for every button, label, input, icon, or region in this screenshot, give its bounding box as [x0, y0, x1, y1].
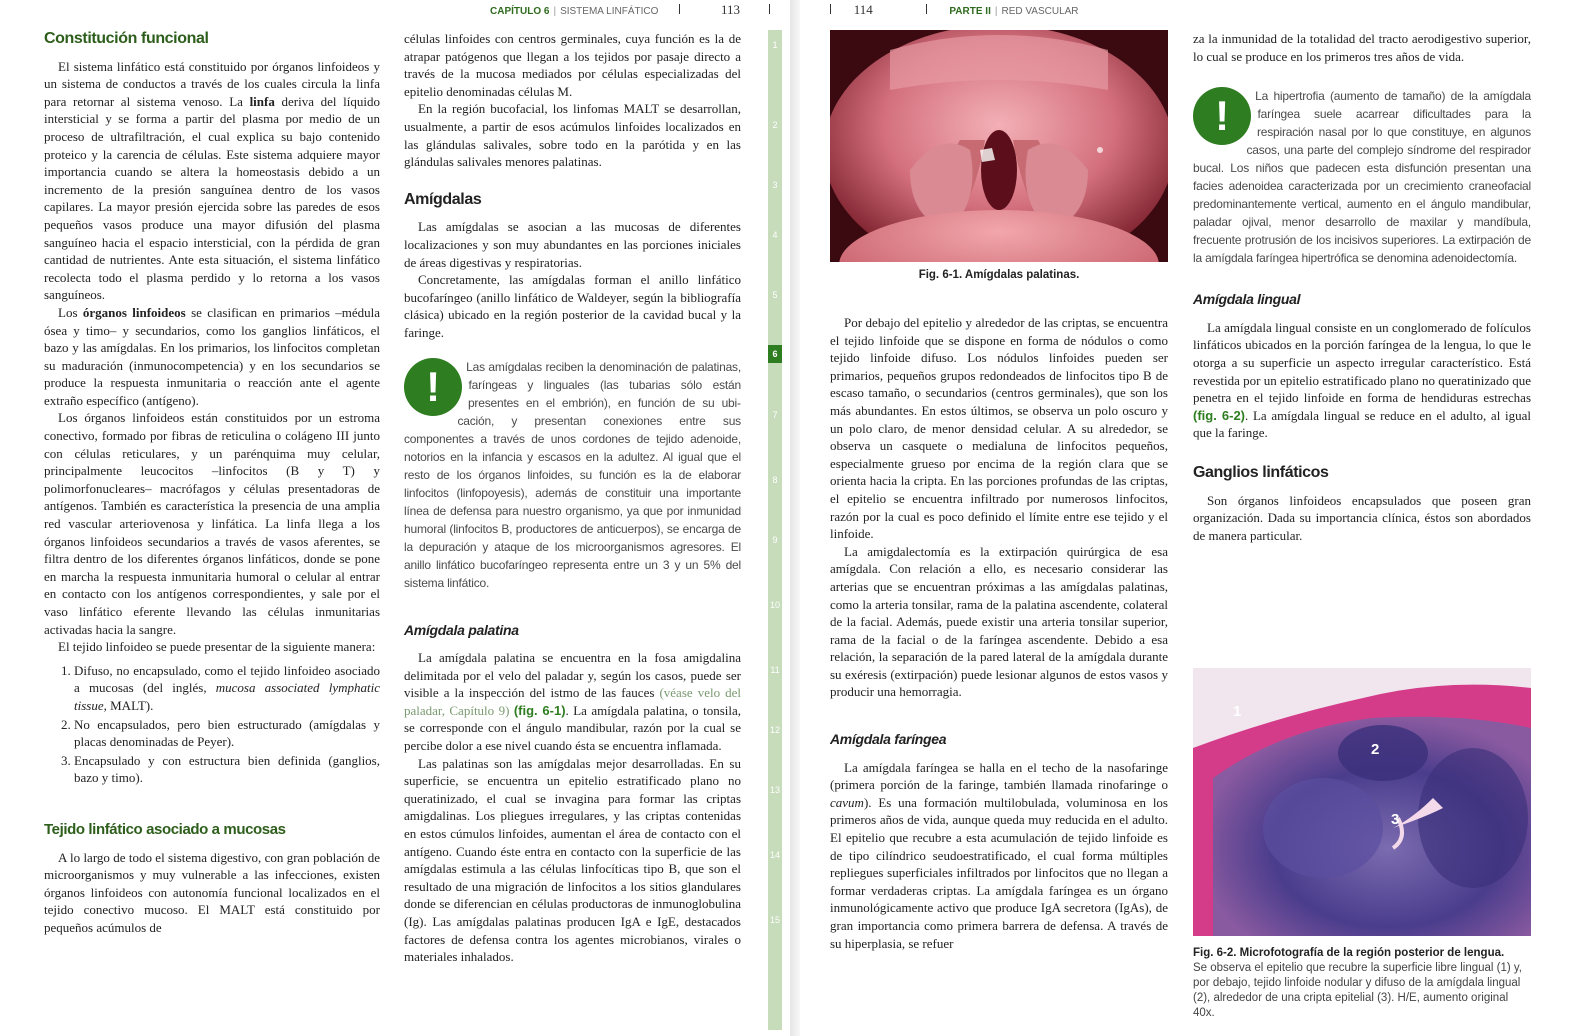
left-column-1	[44, 30, 380, 937]
left-page	[0, 0, 790, 1036]
caption-title: Fig. 6-2. Microfotografía de la región posterior de lengua.	[1193, 947, 1505, 959]
text-run: ). Es una formación multilobulada, voluminosa en los primeros años de vida, aunque queda muy reducida en el adulto. El epitelio que recubre a esta acumulación de tejido linfoide es de tipo cilíndrico seudoestratificado, el cual forma múltiples repliegues superficiales infiltrados por linfocitos que no llegan a formar verdaderas criptas. La amígdala faríngea es un órgano inmunológicamente activo que produce IgA secretora (IgAs), de gran importancia como primera barrera de defensa. A través de su hiperplasia, se refuer	[830, 794, 1168, 951]
exclamation-icon: !	[404, 358, 462, 416]
micrograph-image	[1193, 668, 1531, 936]
callout-note	[404, 358, 741, 592]
part-title: RED VASCULAR	[1001, 6, 1079, 17]
chapter-title: SISTEMA LINFÁTICO	[560, 6, 659, 17]
cross-reference-link[interactable]: (véase velo del paladar, Capítulo 9)	[404, 685, 741, 718]
paragraph	[1193, 319, 1531, 442]
right-page-header: 114 PARTE II | RED VASCULAR	[830, 2, 1079, 18]
paragraph: Por debajo del epitelio y alrededor de las criptas, se encuentra el tejido linfoide que se dispone en forma de nódulos o como tejido linfoide difuso. Los nódulos linfoides pueden ser primarios, pequeños grupos redondeados de linfocitos tipo B de escaso tamaño, o secundarios (centros germinales), que son los más abundantes. En estos últimos, se observa un polo oscuro y un polo claro, de menor densidad celular. A su alrededor, se observa un casquete o medialuna de linfocitos pequeños, especialmente grueso por encima de la región clara que se orienta hacia la cripta. En las porciones profundas de las criptas, el epitelio se encuentra infiltrado por numerosos linfocitos, razón por la cual es poco definido el límite entre ese tejido y el linfoide.	[830, 315, 1168, 542]
text-run: se clasifican en primarios –médula ósea y timo– y secundarios, como los ganglios linfáticos, el bazo y las amígdalas. En los primarios, los linfocitos completan su maduración (inmunocompetencia) y en los secundarios se produce la respuesta inmunitaria o reacción ante el agente extraño específico (antígeno).	[44, 304, 380, 408]
thumb-tab-8[interactable]: 8	[772, 475, 778, 485]
paragraph: El tejido linfoideo se puede presentar de la siguiente manera:	[58, 639, 376, 655]
left-column-2	[404, 30, 741, 966]
list-item	[74, 662, 380, 715]
text-run: El sistema linfático está constituido por órganos linfoideos y un sistema de conductos a través de los cuales circula la linfa para retornar al sistema venoso. La	[44, 58, 380, 109]
paragraph: A lo largo de todo el sistema digestivo, con gran población de microorganismos y muy vulnerable a las infecciones, existen órganos linfoideos con autonomía funcional localizados en el tejido conectivo mucoso. El MALT está constituido por pequeños acúmulos de	[44, 849, 380, 935]
thumb-tab-3[interactable]: 3	[772, 180, 778, 190]
paragraph	[44, 58, 380, 304]
figure-reference-link[interactable]: (fig. 6-2)	[1193, 407, 1246, 423]
caption-title: Fig. 6-1. Amígdalas palatinas.	[918, 269, 1080, 281]
paragraph: Concretamente, las amígdalas forman el anillo linfático bucofaríngeo (anillo linfático de Waldeyer, según la bibliografía clásica) ubicado en la región posterior de la cavidad bucal y la faringe.	[404, 272, 741, 340]
thumb-tab-15[interactable]: 15	[769, 915, 780, 925]
callout-note	[1193, 87, 1531, 267]
paragraph: Las amígdalas se asocian a las mucosas de diferentes localizaciones y son muy abundantes en las porciones iniciales de áreas digestivas y respiratorias.	[404, 219, 741, 270]
section-heading-constitucion: Constitución funcional	[44, 30, 209, 47]
text-run: La amígdala palatina se encuentra en la fosa amigdalina delimitada por el velo del paladar y, según los casos, puede ser visible a la inspección del istmo de las fauces	[404, 650, 741, 701]
text-run: . La amígdala palatina, o tonsila, se corresponde con el ángulo mandibular, razón por la cual se percibe dolor a ese nivel cuando ésta se encuentra inflamada.	[404, 702, 742, 754]
paragraph: Son órganos linfoideos encapsulados que poseen gran organización. Dada su importancia clínica, éstos son abordados de manera particular.	[1193, 492, 1531, 543]
micrograph-label-3: 3	[1391, 811, 1400, 828]
palatine-tonsils-image	[830, 30, 1168, 262]
thumb-tab-4[interactable]: 4	[772, 230, 778, 240]
tissue-types-list	[44, 662, 380, 787]
list-item: 2. No encapsulados, pero bien estructurado (amígdalas y placas denominadas de Peyer).	[74, 716, 380, 751]
paragraph: za la inmunidad de la totalidad del tracto aerodigestivo superior, lo cual se produce en los primeros tres años de vida.	[1193, 31, 1531, 64]
bold-term-linfa: linfa	[249, 93, 275, 109]
text-run: deriva del líquido intersticial y se forma a partir del plasma por medio de un proceso de ultrafiltración, el cual explica su bajo contenido proteico y la carencia de células. Este sistema adquiere mayor importancia cuando se altera la homeostasis debido a un incremento de la presión sanguínea dentro de los vasos capilares. La mayor presión ejercida sobre las paredes de esos pequeños vasos produce una mayor difusión del plasma sanguíneo hacia el espacio intersticial, con la pérdida de gran cantidad de nutrientes. Ante esta situación, el sistema linfático recolecta todo el plasma perdido y lo retorna a los vasos sanguíneos.	[44, 93, 380, 303]
thumb-tab-12[interactable]: 12	[769, 725, 780, 735]
section-heading-malt: Tejido linfático asociado a mucosas	[44, 820, 286, 838]
list-item: 3. Encapsulado y con estructura bien definida (ganglios, bazo y timo).	[74, 752, 380, 787]
chapter-thumb-index	[768, 30, 782, 1030]
thumb-tab-10[interactable]: 10	[769, 600, 780, 610]
section-heading-amigdalas: Amígdalas	[404, 190, 482, 208]
thumb-tab-1[interactable]: 1	[772, 40, 778, 50]
italic-term: mucosa associated lymphatic tissue,	[74, 680, 380, 713]
caption-body: Se observa el epitelio que recubre la superficie libre lingual (1) y, por debajo, tejido linfoide nodular y difuso de la amígdala lingual (2), alrededor de una cripta epitelial (3). H/E, aumento original 40x.	[1193, 962, 1522, 1019]
paragraph: células linfoides con centros germinales, cuya función es la de atrapar patógenos que llegan a los tejidos por pasaje directo a través de la mucosa mediados por células especializadas del epitelio denominadas células M.	[404, 31, 741, 99]
figure-6-1-caption	[830, 268, 1168, 283]
italic-term: cavum	[830, 794, 864, 810]
right-page	[800, 0, 1584, 1036]
thumb-tab-2[interactable]: 2	[772, 120, 778, 130]
subheading-amigdala-palatina: Amígdala palatina	[404, 621, 519, 638]
note-text: La hipertrofia (aumento de tamaño) de la amígdala faríngea suele acarrear dificultades para la respiración nasal por lo que constituye, en algunos casos, una parte del complejo síndrome del respirador bucal. Los niños que padecen esta disfunción presentan una facies adenoidea caracterizada por un crecimiento craneofacial predominantemente vertical, aumento en el ángulo mandibular, paladar ojival, menor desarrollo de maxilar y mandíbula, frecuente protrusión de los incisivos superiores. La extirpación de la amígdala faríngea hipertrófica se denomina adenoidectomía.	[1193, 89, 1531, 266]
right-column-2	[1193, 30, 1531, 544]
paragraph: En la región bucofacial, los linfomas MALT se desarrollan, usualmente, a partir de esos acúmulos linfoides localizados en las glándulas salivales, sobre todo en la parótida y en las glándulas salivales menores palatinas.	[404, 101, 741, 170]
bold-term-organos: órganos linfoideos	[82, 304, 186, 320]
note-text: Las amígdalas reciben la denominación de palatinas, faríngeas y linguales (las tubarias sólo están presentes en el embrión), en función de su ubicación, y presentan conexiones entre sus componentes a través de unos cordones de tejido adenoide, notorios en la infancia y escasos en la adultez. Al igual que el resto de los órganos linfoides, su función es la de elaborar linfocitos (linfopoyesis), además de constituir una importante línea de defensa para nuestro organismo, ya que por inmunidad humoral (linfocitos B, productores de anticuerpos), se encarga de la depuración y ataque de los microorganismos agresores. El anillo linfático bucofaríngeo representa entre un 3 y un 5% del sistema linfático.	[404, 359, 741, 590]
paragraph: Las palatinas son las amígdalas mejor desarrolladas. En su superficie, se encuentra un epitelio estratificado plano no queratinizado, el cual se invagina para formar las criptas amigdalinas. Los pliegues irregulares, y las criptas contenidas en estos cúmulos linfoides, aumentan el área de contacto con el antígeno. Cuando éste entra en contacto con la superficie de las amígdalas estimula a las células linfocíticas tipo B, que son el resultado de una migración de linfocitos a los sitios glandulares donde se diferencian en células productoras de inmunoglobulina (Ig). Las amígdalas palatinas producen IgA e IgE, destacados factores de defensa contra los agentes microbianos, virales o materiales inhalados.	[404, 755, 741, 965]
paragraph	[404, 649, 741, 755]
thumb-tab-9[interactable]: 9	[772, 535, 778, 545]
figure-6-2-caption	[1193, 946, 1531, 1021]
text-run: La amígdala faríngea se halla en el techo de la nasofaringe (primera porción de la faringe, también llamada rinofaringe o	[830, 759, 1168, 793]
text-run: Los	[58, 304, 83, 320]
micrograph-label-1: 1	[1233, 703, 1242, 720]
text-run: La amígdala lingual consiste en un conglomerado de folículos linfáticos ubicados en la porción faríngea de la lengua, lo que le otorga a su superficie un aspecto irregular característico. Está revestida por un epitelio estratificado plano no queratinizado que penetra en el tejido linfoide en forma de hendiduras estrechas	[1193, 319, 1531, 406]
left-page-header: CAPÍTULO 6 | SISTEMA LINFÁTICO 113	[490, 2, 770, 18]
figure-6-2-micrograph	[1193, 668, 1531, 936]
text-run: . La amígdala lingual se reduce en el adulto, al igual que la faringe.	[1193, 407, 1531, 441]
micrograph-label-2: 2	[1371, 741, 1380, 758]
chapter-label: CAPÍTULO 6	[490, 6, 550, 17]
figure-6-1-photo	[830, 30, 1168, 262]
page-gutter	[790, 0, 800, 1036]
subheading-amigdala-lingual: Amígdala lingual	[1193, 291, 1301, 308]
text-run: Difuso, no encapsulado, como el tejido linfoideo asociado a mucosas (del inglés,	[74, 662, 380, 696]
exclamation-icon: !	[1193, 87, 1251, 145]
text-run: MALT).	[106, 697, 154, 713]
figure-reference-link[interactable]: (fig. 6-1)	[513, 702, 566, 718]
paragraph: Los órganos linfoideos están constituidos por un estroma conectivo, formado por fibras de reticulina o colágeno III junto con células reticulares, y un parénquima muy celular, principalmente leucocitos –linfocitos (B y T) y polimorfonucleares– macrófagos y células presentadoras de antígenos. También es característica la presencia de una amplia red vascular arteriovenosa y linfática. La linfa llega a los órganos linfoideos secundarios a través de vasos aferentes, se filtra dentro de los diferentes órganos linfáticos, donde se pone en marcha la respuesta inmunitaria humoral o celular al entrar en contacto con los antígenos correspondientes, y sale por el vaso linfático eferente llevando las células inmunitarias activadas hacia la sangre.	[44, 410, 380, 637]
thumb-tab-13[interactable]: 13	[769, 785, 780, 795]
page-number: 114	[853, 2, 873, 17]
right-column-1	[830, 314, 1168, 952]
section-heading-ganglios: Ganglios linfáticos	[1193, 463, 1329, 481]
part-label: PARTE II	[949, 6, 991, 17]
thumb-tab-14[interactable]: 14	[769, 850, 780, 860]
page-number: 113	[720, 2, 741, 17]
thumb-tab-6-active[interactable]: 6	[768, 345, 782, 363]
paragraph	[830, 759, 1168, 953]
thumb-tab-7[interactable]: 7	[772, 410, 778, 420]
paragraph: La amigdalectomía es la extirpación quirúrgica de esa amígdala. Con relación a ello, es necesario considerar las arterias que se encuentran próximas a las amígdalas palatinas, como la arteria tonsilar, rama de la palatina ascendente, colateral de la facial. Además, puede existir una arteria tonsilar superior, rama de la facial o de la faríngea ascendente. Debido a esa relación, la separación de la pared lateral de la amígdala durante su exéresis (extirpación) puede lesionar algunos de estos vasos y producir una hemorragia.	[830, 543, 1168, 700]
paragraph	[44, 304, 380, 410]
subheading-amigdala-faringea: Amígdala faríngea	[830, 731, 947, 748]
thumb-tab-5[interactable]: 5	[772, 290, 778, 300]
thumb-tab-11[interactable]: 11	[770, 665, 780, 675]
